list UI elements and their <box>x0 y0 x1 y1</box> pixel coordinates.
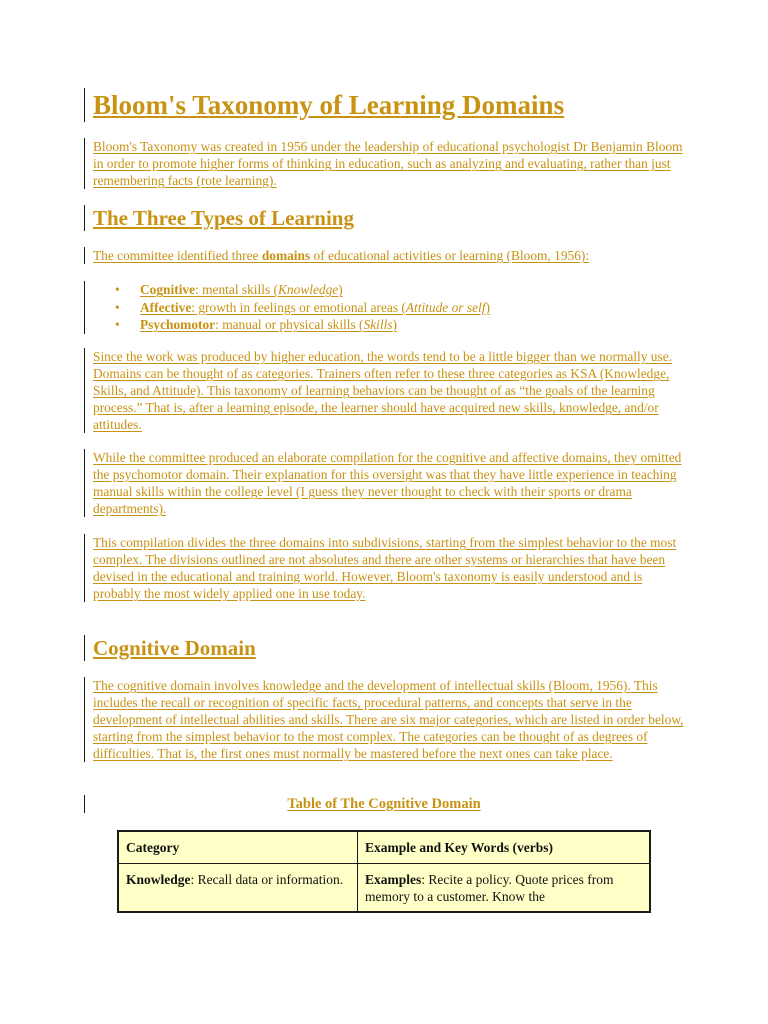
domains-lead-paragraph <box>93 247 693 264</box>
category-name: Knowledge <box>126 872 191 887</box>
list-item-desc: : mental skills ( <box>195 282 278 297</box>
list-item-name: Cognitive <box>140 282 196 297</box>
lead-text-before: The committee identified three <box>93 248 262 263</box>
column-header-category: Category <box>118 831 358 864</box>
lead-text-bold: domains <box>261 248 311 263</box>
section-three-types-heading-block <box>84 205 693 231</box>
list-item-name: Affective <box>140 299 192 315</box>
category-desc: : Recall data or information. <box>190 872 344 887</box>
list-item-term: Skills <box>363 317 393 332</box>
paragraph-subdivisions: This compilation divides the three domains into subdivisions, starting from the simplest behavior to the most complex. The divisions outlined are not absolutes and there are other systems or hierarchies that have been devised in the educational and training world. However, Bloom's taxonomy is easily understood and is probably the most widely applied one in use today. <box>93 535 677 601</box>
section-heading-cognitive: Cognitive Domain <box>93 636 256 660</box>
examples-text: : Recite a policy. Quote prices from memory to a customer. Know the <box>365 872 614 904</box>
list-item-affective <box>93 299 693 317</box>
table-header-row <box>118 831 650 864</box>
column-header-examples: Example and Key Words (verbs) <box>358 831 651 864</box>
paragraph-psychomotor-omission: While the committee produced an elaborate compilation for the cognitive and affective domains, they omitted the psychomotor domain. Their explanation for this oversight was that they have little experience in teaching manual skills within the college level (I guess they never thought to check with their sports or drama departments). <box>93 450 682 516</box>
cognitive-domain-table <box>117 830 651 913</box>
title-block <box>84 88 693 122</box>
cognitive-paragraph-block <box>84 677 693 762</box>
list-item-term: Knowledge <box>278 282 339 297</box>
bullet-icon: • <box>115 282 120 297</box>
intro-block <box>84 138 693 189</box>
lead-text-after: of educational activities or learning (Bloom, 1956): <box>310 248 590 263</box>
list-item-desc: : manual or physical skills ( <box>215 317 364 332</box>
section-cognitive-heading-block <box>84 635 693 661</box>
section-heading-three-types: The Three Types of Learning <box>93 206 354 230</box>
table-title: Table of The Cognitive Domain <box>287 796 481 812</box>
paragraph-block-2 <box>84 449 693 517</box>
list-item-psychomotor <box>93 316 693 334</box>
intro-paragraph: Bloom's Taxonomy was created in 1956 under the leadership of educational psychologist Dr Benjamin Bloom in order to promote higher forms of thinking in education, such as analyzing and evaluating, rather than just remembering facts (rote learning). <box>93 139 683 188</box>
paragraph-block-3 <box>84 534 693 602</box>
cell-examples <box>358 864 651 913</box>
paragraph-ksa: Since the work was produced by higher education, the words tend to be a little bigger than we normally use. Domains can be thought of as categories. Trainers often refer to these three categories as KSA (Knowledge, Skills, and Attitude). This taxonomy of learning behaviors can be thought of as “the goals of the learning process.” That is, after a learning episode, the learner should have acquired new skills, knowledge, and/or attitudes. <box>93 349 672 432</box>
domain-list-block <box>84 281 693 334</box>
list-item-desc: : growth in feelings or emotional areas ( <box>191 299 406 315</box>
lead-block <box>84 247 693 264</box>
page-title: Bloom's Taxonomy of Learning Domains <box>93 90 565 120</box>
list-item-close: ) <box>485 299 490 315</box>
bullet-icon: • <box>115 317 120 332</box>
cell-category <box>118 864 358 913</box>
examples-label: Examples <box>365 872 422 887</box>
table-row <box>118 864 650 913</box>
domain-list <box>93 281 693 334</box>
list-item-cognitive <box>93 281 693 299</box>
list-item-close: ) <box>392 317 397 332</box>
list-item-close: ) <box>338 282 343 297</box>
list-item-term: Attitude or self <box>405 299 486 315</box>
list-item-name: Psychomotor <box>140 317 216 332</box>
paragraph-block-1 <box>84 348 693 433</box>
bullet-icon: • <box>115 299 120 315</box>
paragraph-cognitive-domain: The cognitive domain involves knowledge and the development of intellectual skills (Bloom, 1956). This includes the recall or recognition of specific facts, procedural patterns, and concepts that serve in the development of intellectual abilities and skills. There are six major categories, which are listed in order below, starting from the simplest behavior to the most complex. The categories can be thought of as degrees of difficulties. That is, the first ones must normally be mastered before the next ones can take place. <box>93 678 684 761</box>
